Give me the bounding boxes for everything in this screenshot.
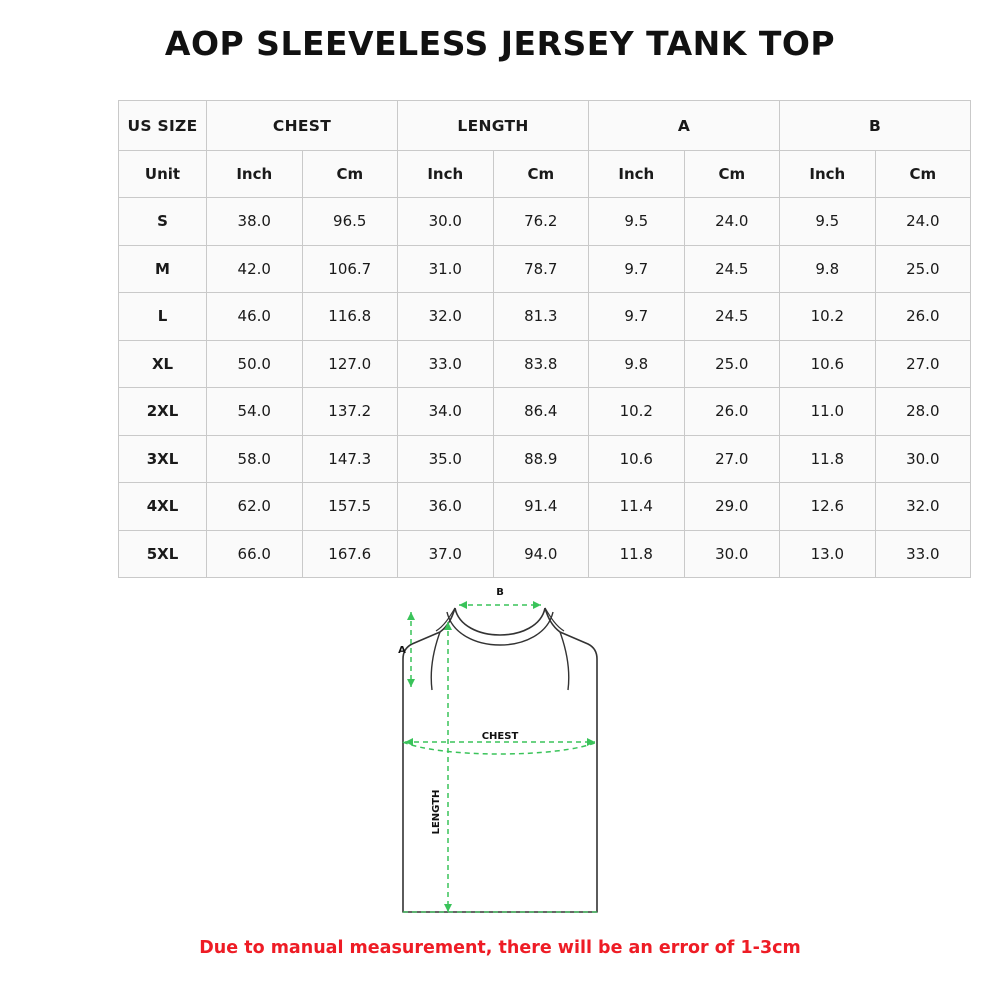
cell-b-inch: 12.6 (780, 483, 876, 531)
cell-a-inch: 9.8 (589, 340, 685, 388)
cell-length-inch: 36.0 (398, 483, 494, 531)
cell-b-inch: 13.0 (780, 530, 876, 578)
unit-length-inch: Inch (398, 151, 494, 198)
cell-size: M (119, 245, 207, 293)
cell-length-inch: 30.0 (398, 198, 494, 246)
cell-size: S (119, 198, 207, 246)
table-row (119, 483, 971, 531)
table-row (119, 435, 971, 483)
cell-b-cm: 33.0 (875, 530, 971, 578)
cell-length-cm: 91.4 (493, 483, 589, 531)
cell-length-inch: 35.0 (398, 435, 494, 483)
table-row (119, 245, 971, 293)
cell-chest-cm: 137.2 (302, 388, 398, 436)
label-chest: CHEST (481, 731, 519, 742)
cell-b-inch: 10.6 (780, 340, 876, 388)
cell-length-cm: 78.7 (493, 245, 589, 293)
cell-b-cm: 25.0 (875, 245, 971, 293)
cell-b-inch: 11.0 (780, 388, 876, 436)
cell-length-inch: 33.0 (398, 340, 494, 388)
cell-a-inch: 11.8 (589, 530, 685, 578)
cell-chest-cm: 167.6 (302, 530, 398, 578)
page-title: AOP SLEEVELESS JERSEY TANK TOP (164, 24, 836, 63)
unit-b-cm: Cm (875, 151, 971, 198)
cell-b-cm: 32.0 (875, 483, 971, 531)
cell-length-cm: 94.0 (493, 530, 589, 578)
cell-length-inch: 32.0 (398, 293, 494, 341)
cell-a-cm: 30.0 (684, 530, 780, 578)
cell-a-cm: 24.5 (684, 293, 780, 341)
cell-chest-cm: 157.5 (302, 483, 398, 531)
cell-chest-inch: 54.0 (207, 388, 303, 436)
cell-length-cm: 86.4 (493, 388, 589, 436)
cell-chest-inch: 66.0 (207, 530, 303, 578)
cell-size: 4XL (119, 483, 207, 531)
cell-size: XL (119, 340, 207, 388)
cell-chest-cm: 147.3 (302, 435, 398, 483)
table-row (119, 388, 971, 436)
measurement-disclaimer: Due to manual measurement, there will be an error of 1-3cm (199, 938, 801, 958)
cell-length-cm: 81.3 (493, 293, 589, 341)
cell-a-cm: 24.5 (684, 245, 780, 293)
unit-chest-inch: Inch (207, 151, 303, 198)
cell-chest-inch: 50.0 (207, 340, 303, 388)
cell-a-cm: 29.0 (684, 483, 780, 531)
cell-length-cm: 88.9 (493, 435, 589, 483)
table-row (119, 198, 971, 246)
cell-chest-inch: 38.0 (207, 198, 303, 246)
cell-size: 2XL (119, 388, 207, 436)
table-header-groups (119, 101, 971, 151)
table-body (119, 198, 971, 578)
cell-chest-inch: 46.0 (207, 293, 303, 341)
cell-a-cm: 26.0 (684, 388, 780, 436)
size-chart-table (118, 100, 971, 578)
label-length: LENGTH (431, 789, 442, 835)
cell-a-inch: 11.4 (589, 483, 685, 531)
cell-a-inch: 10.6 (589, 435, 685, 483)
unit-label: Unit (119, 151, 207, 198)
table-row (119, 293, 971, 341)
cell-a-cm: 25.0 (684, 340, 780, 388)
cell-chest-cm: 127.0 (302, 340, 398, 388)
cell-b-inch: 9.8 (780, 245, 876, 293)
measure-b (459, 587, 541, 609)
header-us-size: US SIZE (119, 101, 207, 151)
header-length: LENGTH (398, 101, 589, 151)
cell-a-cm: 27.0 (684, 435, 780, 483)
header-b: B (780, 101, 971, 151)
cell-b-cm: 28.0 (875, 388, 971, 436)
unit-a-inch: Inch (589, 151, 685, 198)
cell-length-cm: 83.8 (493, 340, 589, 388)
tank-top-outline (403, 608, 597, 912)
table-header-units (119, 151, 971, 198)
header-chest: CHEST (207, 101, 398, 151)
cell-chest-cm: 116.8 (302, 293, 398, 341)
label-a: A (398, 645, 406, 656)
label-b: B (496, 587, 504, 598)
cell-b-inch: 10.2 (780, 293, 876, 341)
cell-chest-inch: 62.0 (207, 483, 303, 531)
cell-a-inch: 9.7 (589, 245, 685, 293)
cell-b-cm: 26.0 (875, 293, 971, 341)
cell-length-inch: 31.0 (398, 245, 494, 293)
table-row (119, 340, 971, 388)
cell-chest-cm: 106.7 (302, 245, 398, 293)
unit-a-cm: Cm (684, 151, 780, 198)
cell-a-cm: 24.0 (684, 198, 780, 246)
table-row (119, 530, 971, 578)
unit-length-cm: Cm (493, 151, 589, 198)
cell-a-inch: 10.2 (589, 388, 685, 436)
cell-chest-inch: 58.0 (207, 435, 303, 483)
cell-size: 5XL (119, 530, 207, 578)
cell-length-inch: 37.0 (398, 530, 494, 578)
cell-b-inch: 9.5 (780, 198, 876, 246)
cell-chest-inch: 42.0 (207, 245, 303, 293)
cell-chest-cm: 96.5 (302, 198, 398, 246)
cell-length-cm: 76.2 (493, 198, 589, 246)
unit-chest-cm: Cm (302, 151, 398, 198)
cell-b-inch: 11.8 (780, 435, 876, 483)
cell-size: 3XL (119, 435, 207, 483)
cell-b-cm: 24.0 (875, 198, 971, 246)
cell-length-inch: 34.0 (398, 388, 494, 436)
unit-b-inch: Inch (780, 151, 876, 198)
cell-b-cm: 30.0 (875, 435, 971, 483)
garment-measurement-diagram (0, 582, 1000, 932)
cell-a-inch: 9.5 (589, 198, 685, 246)
cell-a-inch: 9.7 (589, 293, 685, 341)
cell-size: L (119, 293, 207, 341)
header-a: A (589, 101, 780, 151)
cell-b-cm: 27.0 (875, 340, 971, 388)
